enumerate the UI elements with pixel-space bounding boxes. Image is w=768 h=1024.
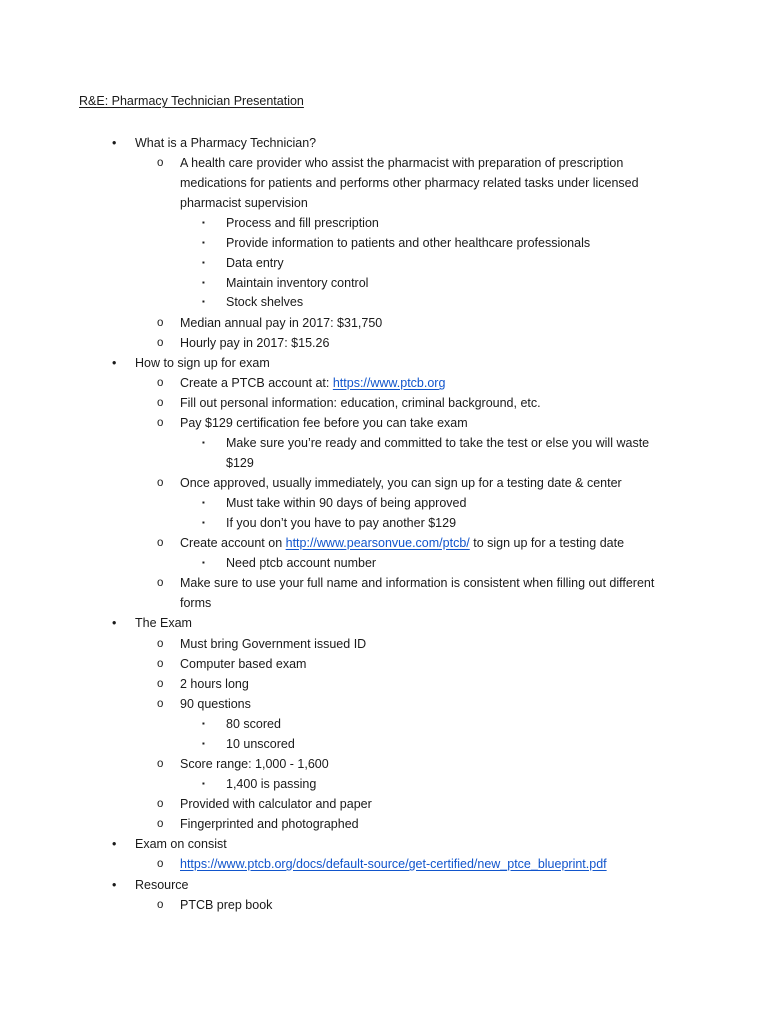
- sub-bullet-marker: o: [157, 417, 164, 429]
- exam-fingerprint: Fingerprinted and photographed: [180, 817, 359, 831]
- square-bullet-marker: ▪: [202, 558, 205, 567]
- approved-subnote: If you don’t you have to pay another $129: [226, 516, 457, 530]
- resource-item: PTCB prep book: [180, 898, 273, 912]
- approved-note: Once approved, usually immediately, you can sign up for a testing date & center: [180, 476, 622, 490]
- sub-bullet-marker: o: [157, 678, 164, 690]
- square-bullet-marker: ▪: [202, 258, 205, 267]
- section-heading-resource: Resource: [135, 878, 189, 892]
- hourly-pay: Hourly pay in 2017: $15.26: [180, 336, 330, 350]
- bullet-marker: •: [112, 136, 117, 150]
- ptcb-link[interactable]: https://www.ptcb.org: [332, 376, 446, 390]
- document-title: R&E: Pharmacy Technician Presentation: [79, 94, 304, 108]
- sub-bullet-marker: o: [157, 638, 164, 650]
- exam-questions: 90 questions: [180, 697, 251, 711]
- square-bullet-marker: ▪: [202, 278, 205, 287]
- sub-bullet-marker: o: [157, 337, 164, 349]
- square-bullet-marker: ▪: [202, 719, 205, 728]
- task-item: Process and fill prescription: [226, 216, 379, 230]
- bullet-marker: •: [112, 878, 117, 892]
- definition-line-1: A health care provider who assist the pharmacist with preparation of prescription: [180, 156, 624, 170]
- section-heading-what: What is a Pharmacy Technician?: [135, 136, 317, 150]
- definition-line-2: medications for patients and performs other pharmacy related tasks under licensed: [180, 176, 639, 190]
- pearson-prefix: Create account on: [180, 536, 286, 550]
- bullet-marker: •: [112, 356, 117, 370]
- exam-scored: 80 scored: [226, 717, 281, 731]
- task-item: Stock shelves: [226, 295, 304, 309]
- approved-subnote: Must take within 90 days of being approved: [226, 496, 467, 510]
- pay-note-line-2: $129: [226, 456, 254, 470]
- exam-length: 2 hours long: [180, 677, 249, 691]
- square-bullet-marker: ▪: [202, 779, 205, 788]
- section-heading-consist: Exam on consist: [135, 837, 227, 851]
- fill-info: Fill out personal information: education, criminal background, etc.: [180, 396, 541, 410]
- definition-line-3: pharmacist supervision: [180, 196, 308, 210]
- pearson-link[interactable]: http://www.pearsonvue.com/ptcb/: [285, 536, 470, 550]
- sub-bullet-marker: o: [157, 658, 164, 670]
- sub-bullet-marker: o: [157, 397, 164, 409]
- section-heading-exam: The Exam: [135, 616, 192, 630]
- bullet-marker: •: [112, 616, 117, 630]
- sub-bullet-marker: o: [157, 758, 164, 770]
- sub-bullet-marker: o: [157, 157, 164, 169]
- exam-id: Must bring Government issued ID: [180, 637, 367, 651]
- name-note-line-1: Make sure to use your full name and information is consistent when filling out different: [180, 576, 655, 590]
- sub-bullet-marker: o: [157, 698, 164, 710]
- sub-bullet-marker: o: [157, 818, 164, 830]
- sub-bullet-marker: o: [157, 377, 164, 389]
- bullet-marker: •: [112, 837, 117, 851]
- sub-bullet-marker: o: [157, 537, 164, 549]
- sub-bullet-marker: o: [157, 317, 164, 329]
- sub-bullet-marker: o: [157, 577, 164, 589]
- section-heading-signup: How to sign up for exam: [135, 356, 270, 370]
- exam-passing: 1,400 is passing: [226, 777, 317, 791]
- blueprint-link[interactable]: https://www.ptcb.org/docs/default-source/get-certified/new_ptce_blueprint.pdf: [180, 857, 607, 871]
- task-item: Provide information to patients and other healthcare professionals: [226, 236, 591, 250]
- square-bullet-marker: ▪: [202, 498, 205, 507]
- task-item: Data entry: [226, 256, 284, 270]
- square-bullet-marker: ▪: [202, 739, 205, 748]
- name-note-line-2: forms: [180, 596, 212, 610]
- square-bullet-marker: ▪: [202, 518, 205, 527]
- sub-bullet-marker: o: [157, 798, 164, 810]
- pearson-line: [180, 535, 624, 551]
- pay-fee: Pay $129 certification fee before you can take exam: [180, 416, 468, 430]
- sub-bullet-marker: o: [157, 477, 164, 489]
- pay-note-line-1: Make sure you’re ready and committed to take the test or else you will waste: [226, 436, 650, 450]
- exam-unscored: 10 unscored: [226, 737, 295, 751]
- square-bullet-marker: ▪: [202, 438, 205, 447]
- exam-calculator: Provided with calculator and paper: [180, 797, 372, 811]
- exam-computer: Computer based exam: [180, 657, 307, 671]
- pearson-suffix: to sign up for a testing date: [469, 536, 625, 550]
- task-item: Maintain inventory control: [226, 276, 369, 290]
- create-account-line: [180, 375, 445, 391]
- pearson-note: Need ptcb account number: [226, 556, 377, 570]
- blueprint-line: [180, 856, 607, 872]
- median-pay: Median annual pay in 2017: $31,750: [180, 316, 383, 330]
- sub-bullet-marker: o: [157, 858, 164, 870]
- square-bullet-marker: ▪: [202, 297, 205, 306]
- square-bullet-marker: ▪: [202, 238, 205, 247]
- create-account-text: Create a PTCB account at:: [180, 376, 333, 390]
- square-bullet-marker: ▪: [202, 218, 205, 227]
- exam-range: Score range: 1,000 - 1,600: [180, 757, 329, 771]
- sub-bullet-marker: o: [157, 899, 164, 911]
